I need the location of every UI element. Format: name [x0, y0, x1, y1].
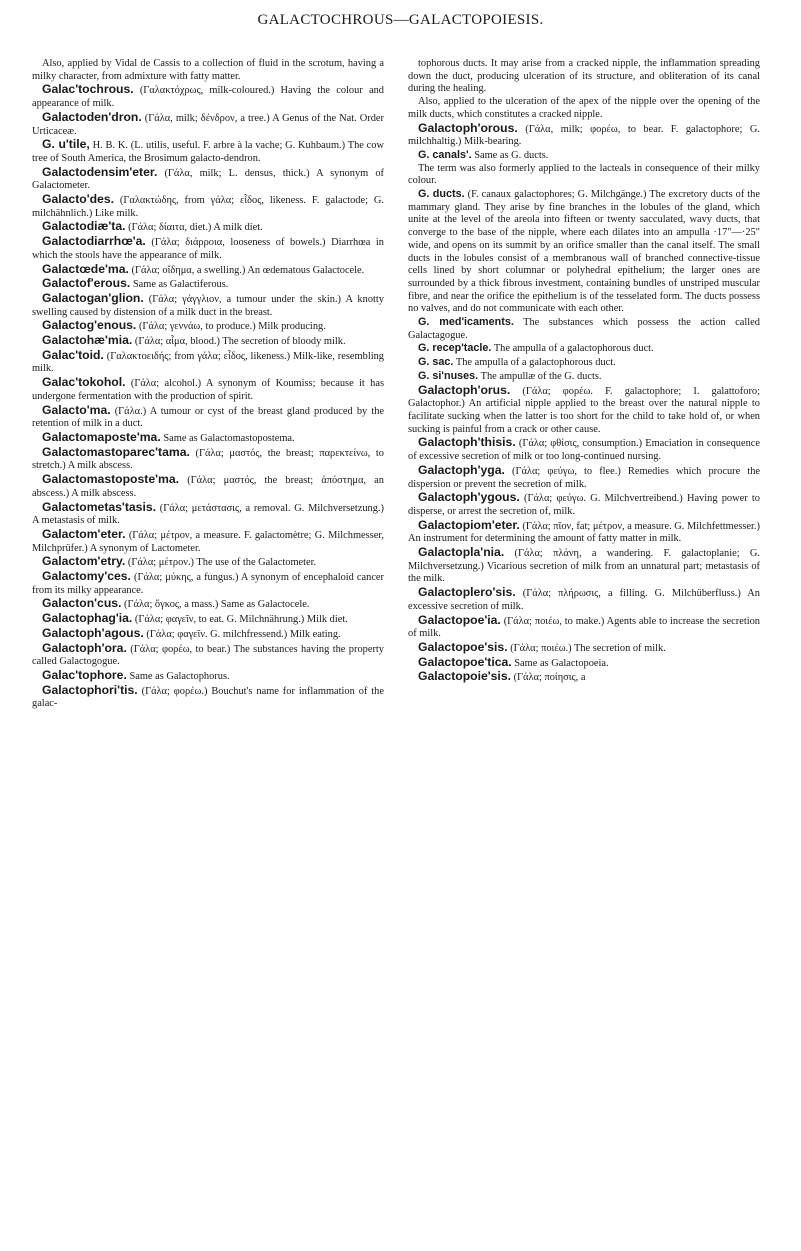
entry-definition: H. B. K. (L. utilis, useful. F. arbre à la vache; G. Kuhbaum.) The cow tree of South America, the Brosimum galacto-dendron.: [32, 140, 384, 164]
entry-headword: Galactohæ'mia.: [42, 333, 133, 348]
dictionary-entry: [32, 166, 384, 193]
entry-definition: The ampulla of a galactophorous duct.: [493, 343, 654, 355]
dictionary-entry: [32, 404, 384, 431]
entry-headword: Galac'tophore.: [42, 667, 127, 682]
entry-definition: (Γάλα; φθίσις, consumption.) Emaciation in consequence of excessive secretion of milk or too long-continued nursing.: [408, 438, 760, 463]
entry-definition: (Γάλα; alcohol.) A synonym of Koumiss; because it has undergone fermentation with the production of spirit.: [32, 378, 384, 402]
entry-headword: Galactœde'ma.: [42, 261, 129, 276]
dictionary-entry: [32, 83, 384, 110]
entry-definition: Also, applied to the ulceration of the apex of the nipple over the opening of the milk ducts, which constitutes a cracked nipple.: [408, 96, 760, 120]
entry-headword: Galac'tokohol.: [42, 375, 126, 390]
dictionary-entry: [32, 684, 384, 711]
entry-definition: (Γάλα; πῖον, fat; μέτρον, a measure. G. Milchfettmesser.) An instrument for determining the amount of fatty matter in milk.: [408, 520, 760, 545]
dictionary-entry: [32, 669, 384, 684]
dictionary-entry: [408, 670, 760, 685]
dictionary-entry: [32, 501, 384, 528]
dictionary-entry: [408, 491, 760, 518]
dictionary-entry: [408, 58, 760, 96]
entry-headword: Galactodiarrhœ'a.: [42, 234, 146, 249]
dictionary-entry: [32, 612, 384, 627]
dictionary-entry: [408, 614, 760, 641]
right-column: [408, 58, 760, 685]
entry-definition: tophorous ducts. It may arise from a cracked nipple, the inflammation spreading down the duct, producing ulceration of its structure, and obliteration of its canal during the healing.: [408, 58, 760, 95]
dictionary-entry: [32, 292, 384, 319]
dictionary-entry: [408, 96, 760, 121]
dictionary-entry: [408, 356, 760, 370]
dictionary-entry: [32, 58, 384, 83]
entry-definition: (Γάλα; μαστός, the breast; ἀπόστημα, an abscess.) A milk abscess.: [32, 475, 384, 499]
dictionary-entry: [32, 277, 384, 292]
dictionary-entry: [408, 436, 760, 463]
entry-definition: Same as Galactiferous.: [132, 279, 229, 291]
entry-definition: Also, applied by Vidal de Cassis to a collection of fluid in the scrotum, having a milky character, from admixture with fatty matter.: [32, 58, 384, 82]
dictionary-entry: [408, 163, 760, 188]
dictionary-entry: [32, 446, 384, 473]
entry-headword: Galacto'ma.: [42, 402, 111, 417]
entry-headword: Galactog'enous.: [42, 318, 137, 333]
entry-headword: Galacto'des.: [42, 192, 114, 207]
entry-definition: Same as Galactopoeia.: [514, 657, 609, 669]
entry-headword: Galactomaposte'ma.: [42, 429, 161, 444]
entry-headword: Galactoph'ygous.: [418, 490, 520, 505]
dictionary-entry: [32, 263, 384, 278]
dictionary-entry: [408, 546, 760, 586]
entry-subheadword: G. si'nuses.: [418, 369, 479, 382]
entry-headword: Galactoden'dron.: [42, 109, 142, 124]
entry-definition: The substances which possess the action called Galactagogue.: [408, 317, 760, 341]
page-header: GALACTOCHROUS—GALACTOPOIESIS.: [257, 12, 544, 28]
dictionary-entry: [408, 384, 760, 437]
dictionary-entry: [32, 235, 384, 262]
dictionary-entry: [32, 570, 384, 597]
dictionary-entry: [32, 334, 384, 349]
entry-definition: (Γάλα; φαγεῖν, to eat. G. Milchnährung.) Milk diet.: [134, 614, 348, 626]
dictionary-entry: [32, 642, 384, 669]
entry-definition: The ampulla of a galactophorous duct.: [455, 357, 616, 369]
entry-headword: Galactoph'yga.: [418, 462, 505, 477]
entry-headword: Galactoph'orous.: [418, 120, 518, 135]
entry-definition: (Γαλακτώδης, from γάλα; εἶδος, likeness. F. galactode; G. milchähnlich.) Like milk.: [32, 195, 384, 219]
entry-headword: Galactom'eter.: [42, 526, 126, 541]
dictionary-entry: [408, 188, 760, 316]
entry-definition: The ampullæ of the G. ducts.: [480, 370, 602, 382]
dictionary-entry: [408, 641, 760, 656]
entry-definition: (Γάλα; φεύγω, to flee.) Remedies which procure the dispersion or prevent the secretion of milk.: [408, 465, 760, 490]
entry-headword: Galactopoe'sis.: [418, 639, 508, 654]
entry-definition: (Γάλα; μέτρον.) The use of the Galactometer.: [127, 557, 317, 569]
entry-definition: (Γάλα; ὄγκος, a mass.) Same as Galactocele.: [124, 599, 310, 611]
entry-headword: Galactophori'tis.: [42, 682, 138, 697]
dictionary-entry: [32, 627, 384, 642]
entry-subheadword: G. canals'.: [418, 148, 472, 161]
dictionary-entry: [32, 193, 384, 220]
dictionary-entry: [408, 586, 760, 613]
entry-headword: Galactomastoparec'tama.: [42, 444, 190, 459]
entry-headword: Galac'toid.: [42, 347, 104, 362]
entry-headword: Galactophag'ia.: [42, 611, 133, 626]
entry-headword: Galactomastoposte'ma.: [42, 472, 180, 487]
dictionary-entry: [408, 656, 760, 671]
entry-headword: Galactometas'tasis.: [42, 499, 156, 514]
entry-definition: Same as G. ducts.: [474, 149, 549, 161]
entry-definition: (Γάλα; γάγγλιον, a tumour under the skin.) A knotty swelling caused by distension of a milk duct in the breast.: [32, 293, 384, 318]
entry-definition: (Γάλα, milk; L. densus, thick.) A synonym of Galactometer.: [32, 167, 384, 192]
entry-definition: (Γάλα; ποιέω, to make.) Agents able to increase the secretion of milk.: [408, 615, 760, 640]
entry-headword: Galacton'cus.: [42, 596, 122, 611]
entry-definition: (Γάλα; πλάνη, a wandering. F. galactoplanie; G. Milchversetzung.) Vicarious secretion of milk from an unnatural part; metastasis of the milk.: [408, 548, 760, 585]
entry-subheadword: G. med'icaments.: [418, 316, 514, 329]
left-column: [32, 58, 384, 711]
entry-definition: Same as Galactophorus.: [129, 670, 230, 682]
entry-headword: Galactodiæ'ta.: [42, 219, 126, 234]
entry-headword: Galactoph'ora.: [42, 640, 127, 655]
entry-definition: (Γάλα; ποιέω.) The secretion of milk.: [510, 642, 666, 654]
entry-definition: (Γάλα; αἷμα, blood.) The secretion of bloody milk.: [134, 336, 346, 348]
entry-definition: (Γάλα; δίαιτα, diet.) A milk diet.: [128, 222, 263, 234]
entry-definition: (Γάλα; μετάστασις, a removal. G. Milchversetzung.) A metastasis of milk.: [32, 502, 384, 527]
dictionary-entry: [32, 138, 384, 165]
entry-subheadword: G. recep'tacle.: [418, 342, 492, 355]
entry-definition: Same as Galactomastopostema.: [163, 432, 295, 444]
dictionary-entry: [408, 464, 760, 491]
entry-headword: Galactopoe'tica.: [418, 654, 512, 669]
entry-headword: Galactodensim'eter.: [42, 164, 158, 179]
dictionary-entry: [408, 342, 760, 356]
entry-headword: Galactopiom'eter.: [418, 517, 520, 532]
entry-definition: The term was also formerly applied to the lacteals in consequence of their milky colour.: [408, 162, 760, 187]
entry-definition: (Γάλα; γεννάω, to produce.) Milk producing.: [138, 321, 326, 333]
entry-headword: Galactoph'agous.: [42, 625, 144, 640]
dictionary-entry: [32, 555, 384, 570]
entry-definition: (Γαλακτόχρως, milk-coloured.) Having the colour and appearance of milk.: [32, 85, 384, 110]
entry-headword: Galactof'erous.: [42, 276, 131, 291]
entry-definition: (Γάλα; μαστός, the breast; παρεκτείνω, to stretch.) A milk abscess.: [32, 447, 384, 472]
dictionary-entry: [408, 149, 760, 163]
entry-definition: (Γάλα; φορέω.) Bouchut's name for inflammation of the galac-: [32, 685, 384, 710]
entry-headword: G. u'tile,: [42, 137, 90, 152]
entry-headword: Galac'tochrous.: [42, 82, 134, 97]
entry-headword: Galactomy'ces.: [42, 569, 131, 584]
entry-definition: (F. canaux galactophores; G. Milchgänge.) The excretory ducts of the mammary gland. They arise by fine branches in the lobules of the gland, which unite at the level of the areola into fifteen or twenty sacculated, wavy ducts, that converge to the base of the nipple, where each dilates into an ampulla ·17"—·25" wide, and opens on its summit by an orifice smaller than the canal itself. The small ducts in the lobules consist of a membranous wall of branched connective-tissue cells lined by short columnar or polyhedral epithelium; the larger ones are surrounded by a thick fibrous investment, containing bundles of unstriped muscular fibre, and near the orifice the epithelium is of the tesselated form. The ducts possess no valves, and do not communicate with each other.: [408, 189, 760, 315]
entry-definition: (Γάλα; μέτρον, a measure. F. galactomètre; G. Milchmesser, Milchprüfer.) A synonym of Lactometer.: [32, 529, 384, 554]
entry-definition: (Γάλα, milk; φορέω, to bear. F. galactophore; G. milchhaltig.) Milk-bearing.: [408, 123, 760, 148]
entry-definition: (Γάλα; φεύγω. G. Milchvertreibend.) Having power to disperse, or arrest the secretion of, milk.: [408, 493, 760, 517]
entry-headword: Galactoph'thisis.: [418, 435, 516, 450]
entry-definition: (Γάλα; φορέω, to bear.) The substances having the property called Galactogogue.: [32, 643, 385, 668]
entry-headword: Galactopla'nia.: [418, 545, 505, 560]
entry-definition: (Γάλα; φορέω. F. galactophore; I. galattoforo; Galactophor.) An artificial nipple applied to the breast over the natural nipple to facilitate sucking when the latter is too short for the child to take hold of, or when sucking is painful from a crack or other cause.: [408, 385, 760, 435]
entry-headword: Galactopoe'ia.: [418, 612, 501, 627]
entry-definition: (Γάλα; πλήρωσις, a filling. G. Milchüberfluss.) An excessive secretion of milk.: [408, 588, 760, 612]
dictionary-entry: [32, 220, 384, 235]
entry-headword: Galactogan'glion.: [42, 290, 144, 305]
dictionary-entry: [32, 597, 384, 612]
dictionary-entry: [32, 528, 384, 555]
entry-definition: (Γάλα.) A tumour or cyst of the breast gland produced by the retention of milk in a duct.: [32, 405, 384, 430]
dictionary-entry: [32, 473, 384, 500]
entry-definition: (Γάλα; διάρροια, looseness of bowels.) Diarrhœa in which the stools have the appearance of milk.: [32, 237, 384, 261]
entry-headword: Galactoplero'sis.: [418, 585, 516, 600]
entry-subheadword: G. ducts.: [418, 188, 465, 201]
dictionary-entry: [408, 316, 760, 342]
entry-headword: Galactoph'orus.: [418, 382, 511, 397]
dictionary-entry: [408, 370, 760, 384]
entry-definition: (Γάλα; οἴδημα, a swelling.) An œdematous Galactocele.: [131, 264, 365, 276]
dictionary-entry: [32, 431, 384, 446]
dictionary-entry: [408, 519, 760, 546]
dictionary-entry: [408, 122, 760, 149]
entry-headword: Galactopoie'sis.: [418, 669, 511, 684]
entry-headword: Galactom'etry.: [42, 554, 126, 569]
entry-definition: (Γάλα; ποίησις, a: [513, 672, 586, 684]
dictionary-entry: [32, 376, 384, 403]
entry-subheadword: G. sac.: [418, 356, 454, 369]
dictionary-entry: [32, 349, 384, 376]
entry-definition: (Γάλα; φαγεῖν. G. milchfressend.) Milk eating.: [146, 628, 341, 640]
entry-definition: (Γάλα; μύκης, a fungus.) A synonym of encephaloid cancer from its milky appearance.: [32, 572, 384, 596]
dictionary-entry: [32, 319, 384, 334]
entry-definition: (Γαλακτοειδής; from γάλα; εἶδος, likeness.) Milk-like, resembling milk.: [32, 350, 384, 375]
entry-definition: (Γάλα, milk; δένδρον, a tree.) A Genus of the Nat. Order Urticaceæ.: [32, 112, 384, 137]
dictionary-entry: [32, 111, 384, 138]
